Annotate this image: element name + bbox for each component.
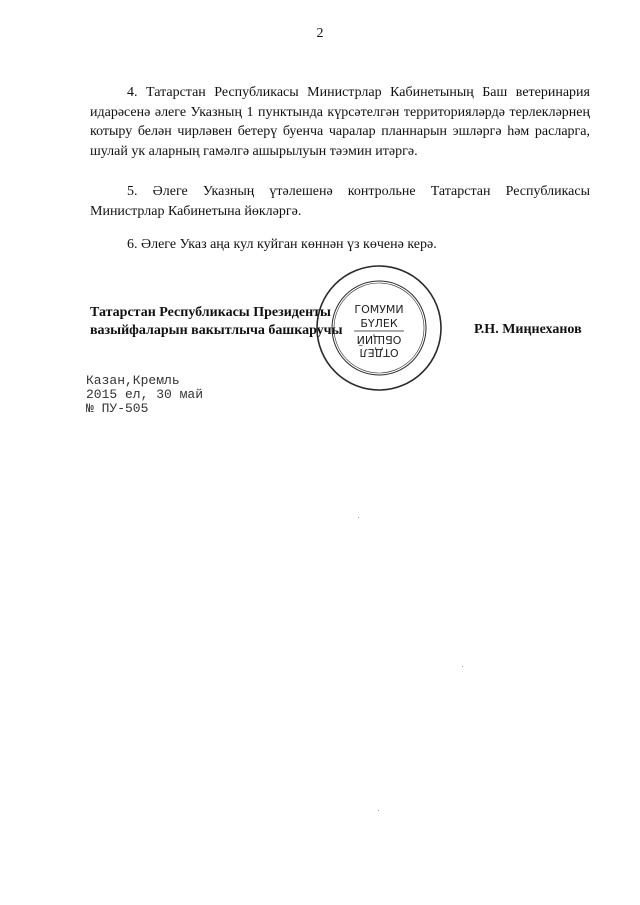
signatory-title (90, 304, 343, 340)
paragraph-4-text: 4. Татарстан Республикасы Министрлар Кабинетының Баш ветеринария идарәсенә әлеге Указның 1 пунктында күрсәтелгән территорияләрдә терлекләрнең котыру белән чирләвен бетерү буенча чаралар планнарын эшләргә һәм расларга, шулай ук аларның гамәлгә ашырылуын тәэмин итәргә. (90, 85, 590, 159)
official-stamp-icon (314, 263, 444, 393)
issue-details (86, 374, 203, 416)
scan-speck (462, 666, 463, 667)
paragraph-4 (90, 83, 590, 161)
issue-number: № ПУ-505 (86, 401, 149, 416)
paragraph-6 (90, 235, 590, 255)
scan-speck (378, 810, 379, 811)
paragraph-5-text: 5. Әлеге Указның үтәлешенә контрольне Татарстан Республикасы Министрлар Кабинетына йөкләргә. (90, 184, 590, 219)
signatory-title-line1: Татарстан Республикасы Президенты (90, 305, 331, 320)
stamp-line3: ОТДЕЛ (359, 346, 399, 359)
stamp-line4: ОБЩИЙ (356, 333, 402, 346)
scan-speck (358, 517, 359, 518)
stamp-line1: ГОМУМИ (354, 303, 404, 316)
page-number: 2 (316, 26, 324, 41)
issue-date: 2015 ел, 30 май (86, 387, 204, 402)
signatory-title-line2: вазыйфаларын вакытлыча башкаручы (90, 323, 343, 338)
signatory-name: Р.Н. Миңнеханов (474, 322, 582, 337)
stamp-line2: БҮЛЕК (360, 317, 398, 330)
issue-place: Казан,Кремль (86, 373, 180, 388)
paragraph-6-text: 6. Әлеге Указ аңа кул куйган көннән үз көченә керә. (127, 237, 437, 252)
paragraph-5 (90, 182, 590, 221)
